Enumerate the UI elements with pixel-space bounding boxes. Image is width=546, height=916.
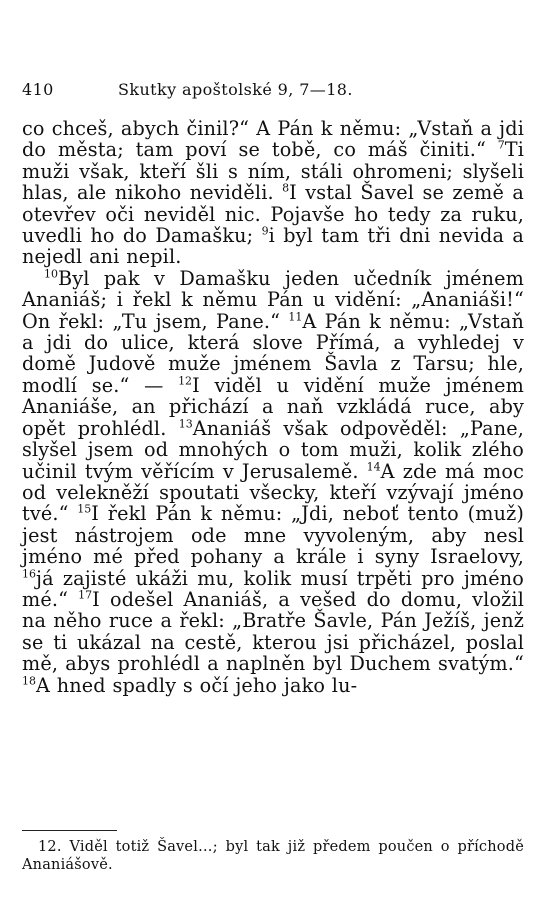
verse-text: I řekl Pán k němu: „Jdi, neboť tento (muž) jest nástrojem ode mne vyvoleným, aby nesl jméno mé před pohany a krále i syny Israelovy, bbox=[22, 502, 524, 569]
verse-text: A hned spadly s očí jeho jako lu- bbox=[36, 673, 358, 697]
verse-text: I odešel Ananiáš, a vešed do domu, vložil na něho ruce a řekl: „Bratře Šavle, Pán Ježíš, jenž se ti ukázal na cestě, kterou jsi přicházel, poslal mě, abys prohlédl a naplněn byl Duchem svatým.“ bbox=[22, 587, 524, 676]
verse-number: 17 bbox=[78, 588, 93, 602]
paragraph bbox=[22, 268, 524, 696]
verse-number: 10 bbox=[44, 267, 58, 281]
verse-text: I viděl u vidění muže jménem Ananiáše, an přichází a naň vzkládá ruce, aby opět prohlédl. bbox=[22, 373, 524, 440]
verse-text: i byl tam tři dni nevida a nejedl ani nepil. bbox=[22, 224, 524, 269]
verse-number: 9 bbox=[261, 224, 269, 238]
verse-text: A Pán k němu: „Vstaň a jdi do ulice, která slove Přímá, a vyhledej v domě Judově muže jménem Šavla z Tarsu; hle, modlí se.“ — bbox=[22, 309, 524, 397]
verse-number: 15 bbox=[77, 502, 92, 516]
verse-number: 16 bbox=[22, 567, 36, 581]
verse-text: I vstal Šavel se země a otevřev oči neviděl nic. Pojavše ho tedy za ruku, uvedli ho do Damašku; bbox=[22, 181, 524, 248]
verse-text: Byl pak v Damašku jeden učedník jménem Ananiáš; i řekl k němu Pán u vidění: „Ananiáši!“ On řekl: „Tu jsem, Pane.“ bbox=[22, 266, 524, 333]
running-title: Skutky apoštolské 9, 7—18. bbox=[118, 80, 353, 99]
verse-number: 8 bbox=[282, 181, 290, 195]
verse-text: co chceš, abych činil?“ A Pán k němu: „Vstaň a jdi do města; tam poví se tobě, co máš činiti.“ bbox=[22, 117, 524, 162]
verse-text: Ti muži však, kteří šli s ním, stáli ohromeni; slyšeli hlas, ale nikoho neviděli. bbox=[22, 138, 524, 205]
page-number: 410 bbox=[22, 80, 54, 99]
verse-number: 11 bbox=[288, 310, 303, 324]
verse-number: 14 bbox=[366, 460, 381, 474]
verse-number: 13 bbox=[178, 417, 193, 431]
verse-number: 18 bbox=[22, 674, 36, 688]
body-text bbox=[22, 118, 524, 696]
page-header bbox=[22, 80, 524, 104]
verse-number: 12 bbox=[178, 374, 193, 388]
footnote: 12. Viděl totiž Šavel…; byl tak již předem poučen o příchodě Ananiášově. bbox=[22, 839, 524, 873]
verse-text: A zde má moc od velekněží spoutati všecky, kteří vzývají jméno tvé.“ bbox=[22, 459, 524, 526]
footnote-rule bbox=[22, 830, 117, 831]
verse-text: já zajisté ukáži mu, kolik musí trpěti pro jméno mé.“ bbox=[22, 566, 524, 611]
verse-number: 7 bbox=[497, 139, 505, 153]
paragraph bbox=[22, 118, 524, 268]
verse-text: Ananiáš však odpověděl: „Pane, slyšel jsem od mnohých o tom muži, kolik zlého učinil tvým věřícím v Jerusalemě. bbox=[22, 416, 524, 483]
